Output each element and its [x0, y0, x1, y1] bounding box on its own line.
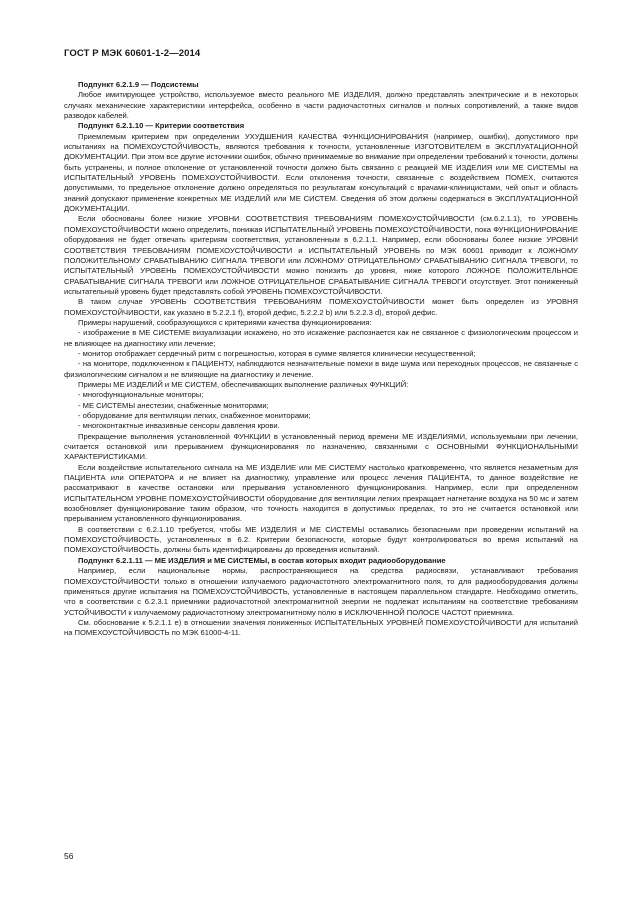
paragraph: Если обоснованы более низкие УРОВНИ СООТВЕТСТВИЯ ТРЕБОВАНИЯМ ПОМЕХОУСТОЙЧИВОСТИ (см.6.2.1.1), то УРОВЕНЬ ПОМЕХОУСТОЙЧИВОСТИ можно определить, понижая ИСПЫТАТЕЛЬНЫЙ УРОВЕНЬ ПОМЕХОУСТОЙЧИВОСТИ, пока ФУНКЦИОНИРОВАНИЕ оборудования не будет отвечать критериям соответствия, установленным в 6.2.1.1. Например, если обоснованы более низкие УРОВНИ СООТВЕТСТВИЯ ТРЕБОВАНИЯМ ПОМЕХОУСТОЙЧИВОСТИ и ИСПЫТАТЕЛЬНЫЙ УРОВЕНЬ по МЭК 60601 приводит к ЛОЖНОМУ ПОЛОЖИТЕЛЬНОМУ СРАБАТЫВАНИЮ СИГНАЛА ТРЕВОГИ или ЛОЖНОМУ ОТРИЦАТЕЛЬНОМУ СРАБАТЫВАНИЮ СИГНАЛА ТРЕВОГИ, то ИСПЫТАТЕЛЬНЫЙ УРОВЕНЬ ПОМЕХОУСТОЙЧИВОСТИ можно понизить до уровня, ниже которого ЛОЖНОЕ ПОЛОЖИТЕЛЬНОЕ СРАБАТЫВАНИЕ СИГНАЛА ТРЕВОГИ или ЛОЖНОЕ ОТРИЦАТЕЛЬНОЕ СРАБАТЫВАНИЕ СИГНАЛА ТРЕВОГИ отсутствует. Этот пониженный испытательный уровень будет представлять собой УРОВЕНЬ ПОМЕХОУСТОЙЧИВОСТИ. [64, 214, 578, 296]
subclause-heading-6-2-1-9: Подпункт 6.2.1.9 — Подсистемы [78, 80, 199, 89]
paragraph: Приемлемым критерием при определении УХУДШЕНИЯ КАЧЕСТВА ФУНКЦИОНИРОВАНИЯ (например, ошибки), допустимого при испытаниях на ПОМЕХОУСТОЙЧИВОСТЬ, являются требования к точности, установленные ИЗГОТОВИТЕЛЕМ в ЭКСПЛУАТАЦИОННОЙ ДОКУМЕНТАЦИИ. При этом все другие источники ошибок, обычно принимаемые во внимание при определении требований к точности, должны быть устранены, и полное отклонение от установленной точности должно быть связанно с реакцией МЕ ИЗДЕЛИЯ или МЕ СИСТЕМЫ на ИСПЫТАТЕЛЬНЫЙ УРОВЕНЬ ПОМЕХОУСТОЙЧИВОСТИ. Если отклонения точности, связанные с воздействием ПОМЕХ, считаются допустимыми, то предельное отклонение должно определяться по результатам консультаций с врачами-клиницистами, чей опыт и область знаний допускают применение конкретных МЕ ИЗДЕЛИЙ или МЕ СИСТЕМ. Сведения об этом должны содержаться в ЭКСПЛУАТАЦИОННОЙ ДОКУМЕНТАЦИИ. [64, 131, 578, 214]
page-number: 56 [64, 851, 74, 861]
list-item: - многоконтактные инвазивные сенсоры давления крови. [78, 421, 280, 431]
list-item: - МЕ СИСТЕМЫ анестезии, снабженные мониторами; [78, 400, 269, 410]
list-item: - оборудование для вентиляции легких, снабженное мониторами; [78, 411, 311, 420]
list-item: - монитор отображает сердечный ритм с погрешностью, которая в сумме является клинически несущественной; [78, 348, 476, 358]
paragraph: В соответствии с 6.2.1.10 требуется, чтобы МЕ ИЗДЕЛИЯ и МЕ СИСТЕМЫ оставались безопасными при проведении испытаний на ПОМЕХОУСТОЙЧИВОСТЬ, установленных в 6.2. Критерии безопасности, которые будут контролироваться во время испытаний на ПОМЕХОУСТОЙЧИВОСТЬ, должны быть идентифицированы до проведения испытаний. [64, 524, 578, 555]
list-item: - изображение в МЕ СИСТЕМЕ визуализации искажено, но это искажение распознается как не связанное с физиологическим процессом и не влияющее на диагностику или лечение; [64, 328, 578, 348]
paragraph: Примеры нарушений, сообразующихся с критериями качества функционирования: [78, 317, 372, 327]
paragraph: См. обоснование к 5.2.1.1 е) в отношении значения пониженных ИСПЫТАТЕЛЬНЫХ УРОВНЕЙ ПОМЕХОУСТОЙЧИВОСТИ для испытаний на ПОМЕХОУСТОЙЧИВОСТЬ по МЭК 61000-4-11. [64, 617, 578, 638]
list-item: - на мониторе, подключенном к ПАЦИЕНТУ, наблюдаются незначительные помехи в виде шума или переходных процессов, не связанные с физиологическим сигналом и не влияющие на диагностику и лечение. [64, 359, 578, 379]
subclause-heading-6-2-1-10: Подпункт 6.2.1.10 — Критерии соответствия [78, 121, 245, 131]
paragraph: Любое имитирующее устройство, используемое вместо реального МЕ ИЗДЕЛИЯ, должно представлять электрические и в некоторых случаях механические характеристики интерфейса, особенно в части радиочастотных сигналов и полных сопротивлений, а также видов разводок кабелей. [64, 90, 578, 121]
paragraph: Примеры МЕ ИЗДЕЛИЙ и МЕ СИСТЕМ, обеспечивающих выполнение различных ФУНКЦИЙ: [78, 379, 409, 389]
list-item: - многофункциональные мониторы; [78, 390, 204, 400]
paragraph: Прекращение выполнения установленной ФУНКЦИИ в установленный период времени МЕ ИЗДЕЛИЯМИ, используемыми при лечении, считается остановкой или прерыванием функционирования по назначению, связанными с ОСНОВНЫМИ ФУНКЦИОНАЛЬНЫМИ ХАРАКТЕРИСТИКАМИ. [64, 431, 578, 462]
subclause-heading-6-2-1-11: Подпункт 6.2.1.11 — МЕ ИЗДЕЛИЯ и МЕ СИСТЕМЫ, в состав которых входит радиооборудование [78, 555, 446, 565]
paragraph: Если воздействие испытательного сигнала на МЕ ИЗДЕЛИЕ или МЕ СИСТЕМУ настолько кратковременно, что является незаметным для ПАЦИЕНТА или ОПЕРАТОРА и не влияет на диагностику, управление или процесс лечения ПАЦИЕНТА, то данное воздействие не рассматривают в качестве остановки или прерывания установленного функционирования. Например, если при определенном ИСПЫТАТЕЛЬНОМ УРОВНЕ ПОМЕХОУСТОЙЧИВОСТИ оборудование для вентиляции легких прекращает нагнетание воздуха на 50 мс и затем возобновляет функционирование таким образом, что точность находится в допустимых пределах, то это не считается остановкой или прерыванием установленного функционирования. [64, 462, 578, 524]
paragraph: Например, если национальные нормы, распространяющиеся на средства радиосвязи, устанавливают требования ПОМЕХОУСТОЙЧИВОСТИ только в отношении излучаемого радиочастотного электромагнитного поля, то для радиооборудования должны применяться другие испытания на ПОМЕХОУСТОЙЧИВОСТЬ, установленные в настоящем параллельном стандарте. Необходимо отметить, что в соответствии с 6.2.3.1 приемники радиочастотной электромагнитной энергии не подлежат испытаниям на соответствие требованиям УСТОЙЧИВОСТИ к излучаемому радиочастотному электромагнитному полю в ИСКЛЮЧЕННОЙ ПОЛОСЕ ЧАСТОТ приемника. [64, 566, 578, 617]
paragraph: В таком случае УРОВЕНЬ СООТВЕТСТВИЯ ТРЕБОВАНИЯМ ПОМЕХОУСТОЙЧИВОСТИ может быть определен из УРОВНЯ ПОМЕХОУСТОЙЧИВОСТИ, как указано в 5.2.2.1 f), второй дефис, 5.2.2.2 b) или 5.2.2.3 d), второй дефис. [64, 297, 578, 317]
document-standard-title: ГОСТ Р МЭК 60601-1-2—2014 [64, 48, 201, 59]
page-body [64, 80, 578, 639]
